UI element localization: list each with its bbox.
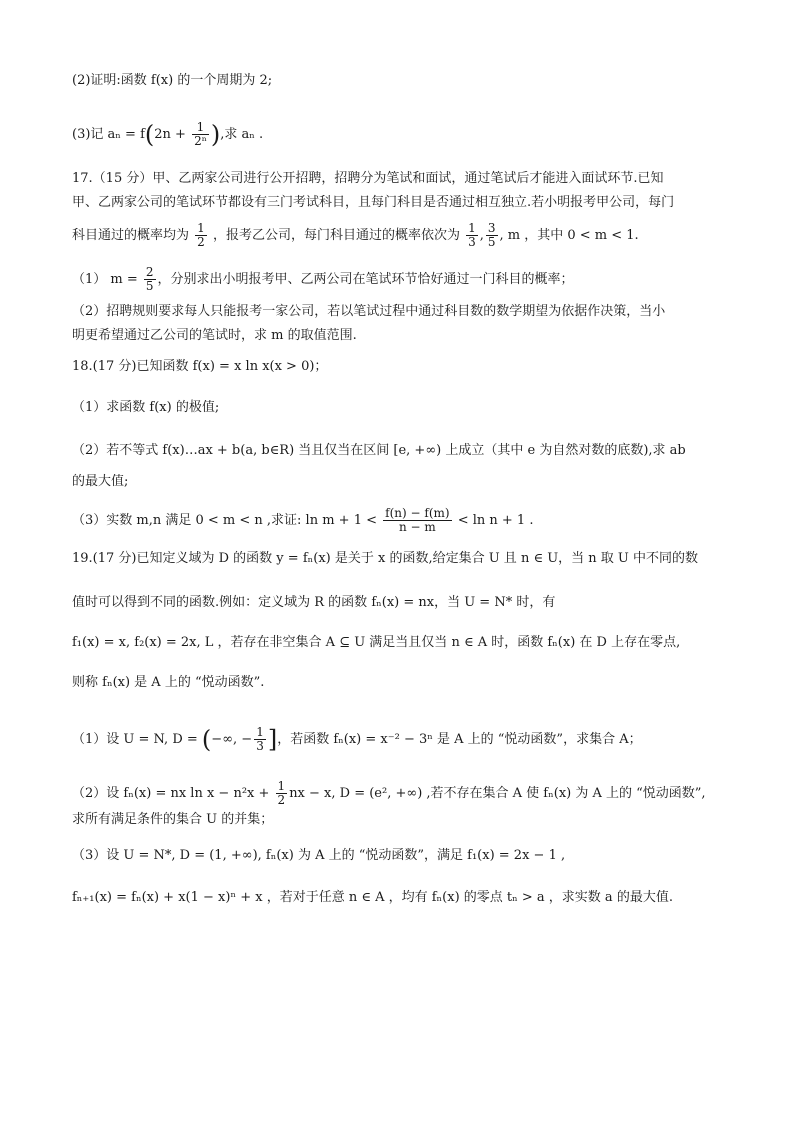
fraction-denominator: 3 bbox=[256, 739, 264, 753]
q18-stem bbox=[72, 357, 728, 377]
fraction-denominator: 2ⁿ bbox=[194, 134, 207, 148]
q17-part2-line1 bbox=[72, 302, 728, 322]
fraction-numerator: 1 bbox=[256, 725, 264, 739]
q17-stem-text-2: 甲、乙两家公司的笔试环节都设有三门考试科目，且每门科目是否通过相互独立.若小明报考甲公司，每门 bbox=[72, 195, 675, 210]
q19-stem-line4 bbox=[72, 673, 728, 693]
q18-part2-text-2: 的最大值; bbox=[72, 474, 129, 489]
q18-part2-text-1: （2）若不等式 f(x)…ax + b(a, b∈R) 当且仅当在区间 [e, +∞) 上成立（其中 e 为自然对数的底数),求 ab bbox=[72, 443, 686, 458]
q19-stem-line3 bbox=[72, 633, 728, 653]
fraction-numerator: 1 bbox=[277, 779, 286, 793]
q16-part3 bbox=[72, 121, 728, 148]
q19-stem-text-4: 则称 fₙ(x) 是 A 上的 “悦动函数”. bbox=[72, 675, 265, 690]
q19-part1 bbox=[72, 726, 728, 753]
q17-part2-line2 bbox=[72, 326, 728, 346]
q17-stem-line3: 科目通过的概率均为 $\frac{1}{2}$ ，报考乙公司，每门科目通过的概率依次为 $\frac{1}{3}$ , $\frac{3}{5}$ , m ，其中 0 < m < 1. bbox=[72, 221, 639, 249]
q19-part2-line1 bbox=[72, 780, 728, 807]
q17-part1-text-a: （1） m = bbox=[72, 272, 138, 287]
right-paren: ) bbox=[210, 120, 221, 149]
q17-stem-line2 bbox=[72, 193, 728, 213]
fraction-denominator: 5 bbox=[487, 235, 496, 249]
fraction-denominator: 2 bbox=[197, 235, 205, 249]
fraction-two-fifths bbox=[144, 266, 156, 293]
q17-part1-text-b: ，分别求出小明报考甲、乙两公司在笔试环节恰好通过一门科目的概率； bbox=[157, 272, 574, 287]
q19-part3-line1 bbox=[72, 846, 728, 866]
q18-part1-text: （1）求函数 f(x) 的极值; bbox=[72, 400, 220, 415]
q19-part2-text-b: nx − x, D = (e², +∞) ,若不存在集合 A 使 fₙ(x) 为 A 上的 “悦动函数”, bbox=[289, 786, 706, 801]
fraction-one-third bbox=[466, 222, 478, 249]
q19-part1-text-a: （1）设 U = N, D = bbox=[72, 732, 198, 747]
fraction-difference-quotient bbox=[383, 507, 451, 534]
q16-part3-suffix: ,求 aₙ . bbox=[220, 127, 264, 142]
q17-stem-text-3b: ，报考乙公司，每门科目通过的概率依次为 bbox=[212, 228, 460, 243]
fraction-denominator: n − m bbox=[398, 520, 436, 534]
q17-part1 bbox=[72, 266, 728, 293]
fraction-numerator: 3 bbox=[487, 221, 496, 235]
q18-stem-text: 18.(17 分)已知函数 f(x) = x ln x(x > 0)； bbox=[72, 359, 328, 374]
fraction-numerator: f(n) − f(m) bbox=[385, 506, 450, 520]
q19-part3-text-1: （3）设 U = N*, D = (1, +∞), fₙ(x) 为 A 上的 “悦动函数”，满足 f₁(x) = 2x − 1 , bbox=[72, 848, 566, 863]
q17-stem-line1 bbox=[72, 169, 728, 189]
q19-part3-text-2: fₙ₊₁(x) = fₙ(x) + x(1 − x)ⁿ + x ，若对于任意 n ∈ A ，均有 fₙ(x) 的零点 tₙ > a ，求实数 a 的最大值. bbox=[72, 890, 673, 905]
q16-part2 bbox=[72, 71, 728, 91]
q19-stem-text-1: 19.(17 分)已知定义域为 D 的函数 y = fₙ(x) 是关于 x 的函数,给定集合 U 且 n ∈ U，当 n 取 U 中不同的数 bbox=[72, 551, 699, 566]
right-bracket: ] bbox=[267, 725, 278, 754]
q18-part2-line1 bbox=[72, 441, 728, 461]
fraction-denominator: 5 bbox=[145, 279, 154, 293]
q16-part2-text: (2)证明:函数 f(x) 的一个周期为 2; bbox=[72, 73, 273, 88]
q17-stem-text-1: 17.（15 分）甲、乙两家公司进行公开招聘，招聘分为笔试和面试，通过笔试后才能进入面试环节.已知 bbox=[72, 171, 664, 186]
q19-stem-line2 bbox=[72, 593, 728, 613]
q19-stem-text-2: 值时可以得到不同的函数.例如：定义域为 R 的函数 fₙ(x) = nx，当 U = N* 时，有 bbox=[72, 595, 556, 610]
fraction-three-fifths bbox=[486, 222, 498, 249]
q18-part3-text-b: < ln n + 1 . bbox=[457, 513, 534, 528]
fraction-numerator: 2 bbox=[145, 265, 154, 279]
fraction-numerator: 1 bbox=[192, 121, 209, 135]
q16-part3-prefix: (3)记 aₙ = f bbox=[72, 127, 145, 142]
q19-stem-line1 bbox=[72, 549, 728, 569]
q19-part2-text-a: （2）设 fₙ(x) = nx ln x − n²x + bbox=[72, 786, 270, 801]
q16-part3-inner: 2n + bbox=[154, 127, 186, 142]
q17-part2-text-2: 明更希望通过乙公司的笔试时，求 m 的取值范围. bbox=[72, 328, 357, 343]
left-paren: ( bbox=[144, 120, 155, 149]
fraction-denominator: 3 bbox=[468, 235, 476, 249]
fraction-denominator: 2 bbox=[277, 793, 286, 807]
fraction-1-over-2n bbox=[192, 121, 209, 148]
q19-part1-interval: −∞, − bbox=[211, 732, 253, 747]
fraction-numerator: 1 bbox=[197, 221, 205, 235]
q17-stem-text-3a: 科目通过的概率均为 bbox=[72, 228, 190, 243]
q19-part1-text-b: ，若函数 fₙ(x) = x⁻² − 3ⁿ 是 A 上的 “悦动函数”，求集合 A； bbox=[277, 732, 642, 747]
q19-stem-text-3: f₁(x) = x, f₂(x) = 2x, L ，若存在非空集合 A ⊆ U 满足当且仅当 n ∈ A 时，函数 fₙ(x) 在 D 上存在零点, bbox=[72, 635, 681, 650]
q17-stem-text-3c: , m ，其中 0 < m < 1. bbox=[499, 228, 639, 243]
fraction-one-third bbox=[254, 726, 266, 753]
q19-part2-text-2: 求所有满足条件的集合 U 的并集； bbox=[72, 812, 274, 827]
q18-part3 bbox=[72, 507, 728, 534]
q18-part1 bbox=[72, 398, 728, 418]
q19-part2-line2 bbox=[72, 810, 728, 830]
left-paren: ( bbox=[201, 725, 212, 754]
fraction-numerator: 1 bbox=[468, 221, 476, 235]
q17-part2-text-1: （2）招聘规则要求每人只能报考一家公司，若以笔试过程中通过科目数的数学期望为依据作决策，当小 bbox=[72, 304, 666, 319]
fraction-one-half bbox=[276, 780, 288, 807]
fraction-one-half bbox=[195, 222, 207, 249]
q18-part2-line2 bbox=[72, 472, 728, 492]
q18-part3-text-a: （3）实数 m,n 满足 0 < m < n ,求证: ln m + 1 < bbox=[72, 513, 378, 528]
q19-part3-line2 bbox=[72, 888, 728, 908]
